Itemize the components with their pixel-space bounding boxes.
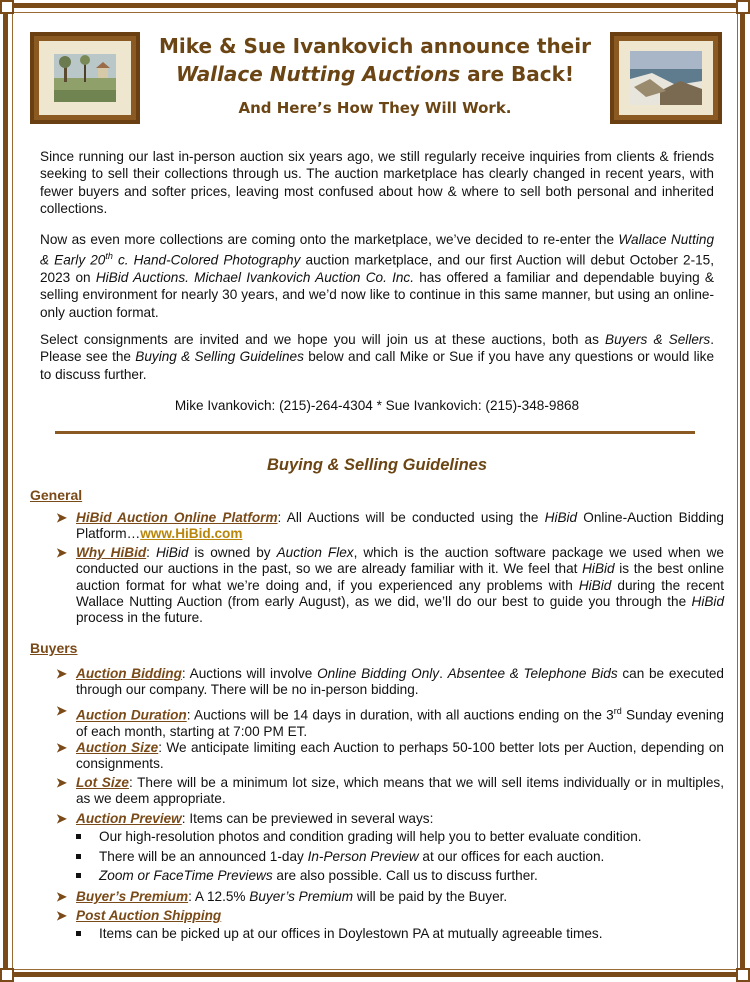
- intro-paragraph-2: Now as even more collections are coming onto the marketplace, we’ve decided to re-enter the Wallace Nutting & Early 20th c. Hand-Colored Photography auction marketplace, and our first Auction will debut October 2-15, 2023 on HiBid Auctions. Michael Ivankovich Auction Co. Inc. has offered a familiar and dependable buying & selling environment for nearly 30 years, and we’d now like to continue in this same manner, but using an online-only auction format.: [40, 232, 715, 320]
- list-item: ➤ HiBid Auction Online Platform: All Auctions will be conducted using the HiBid Online-Auction Bidding Platform…www.HiBid.com: [56, 510, 724, 542]
- square-bullet-icon: [76, 834, 81, 839]
- border-corner: [736, 0, 750, 14]
- hibid-link[interactable]: www.HiBid.com: [140, 526, 243, 542]
- arrow-bullet-icon: ➤: [56, 811, 67, 826]
- border-corner: [0, 968, 14, 982]
- item-label[interactable]: Lot Size: [76, 775, 129, 790]
- item-label[interactable]: Auction Size: [76, 740, 159, 755]
- arrow-bullet-icon: ➤: [56, 740, 67, 755]
- headline-rest: are Back!: [460, 62, 574, 86]
- headline-italic: Wallace Nutting Auctions: [175, 62, 461, 86]
- arrow-bullet-icon: ➤: [56, 666, 67, 681]
- square-bullet-icon: [76, 873, 81, 878]
- intro-paragraph-3: Select consignments are invited and we hope you will join us at these auctions, both as Buyers & Sellers. Please see the Buying & Selling Guidelines below and call Mike or Sue if you have any questions or would like to discuss further.: [40, 332, 715, 382]
- item-label[interactable]: Auction Bidding: [76, 666, 182, 681]
- item-label[interactable]: Why HiBid: [76, 545, 147, 560]
- list-item: ➤ Auction Size: We anticipate limiting each Auction to perhaps 50-100 better lots per Auction, depending on consignments.: [56, 740, 724, 772]
- sub-list-item: Our high-resolution photos and condition grading will help you to better evaluate condition.: [76, 829, 726, 845]
- list-item: ➤ Auction Duration: Auctions will be 14 days in duration, with all auctions ending on the 3rd Sunday evening of each month, starting at 7:00 PM ET.: [56, 703, 724, 739]
- list-item: ➤ Auction Bidding: Auctions will involve Online Bidding Only. Absentee & Telephone Bids can be executed through our company. There will be no in-person bidding.: [56, 666, 724, 698]
- section-heading-general: General: [30, 487, 83, 503]
- arrow-bullet-icon: ➤: [56, 545, 67, 560]
- item-label[interactable]: Auction Duration: [76, 707, 187, 723]
- sub-list-item: There will be an announced 1-day In-Person Preview at our offices for each auction.: [76, 849, 726, 865]
- list-item: ➤ Lot Size: There will be a minimum lot size, which means that we will sell items individually or in multiples, as we deem appropriate.: [56, 775, 724, 807]
- headline-line-2: [140, 62, 610, 86]
- item-label[interactable]: HiBid Auction Online Platform: [76, 510, 278, 525]
- item-label[interactable]: Post Auction Shipping: [76, 908, 222, 923]
- square-bullet-icon: [76, 931, 81, 936]
- item-label[interactable]: Auction Preview: [76, 811, 182, 826]
- border-corner: [0, 0, 14, 14]
- border-corner: [736, 968, 750, 982]
- square-bullet-icon: [76, 854, 81, 859]
- landscape-picture-right: [630, 51, 702, 105]
- arrow-bullet-icon: ➤: [56, 889, 67, 904]
- framed-picture-left: [30, 32, 140, 124]
- divider-rule: [55, 431, 695, 434]
- arrow-bullet-icon: ➤: [56, 703, 67, 718]
- contact-line: Mike Ivankovich: (215)-264-4304 * Sue Ivankovich: (215)-348-9868: [174, 398, 580, 413]
- section-heading-buyers: Buyers: [30, 640, 78, 656]
- arrow-bullet-icon: ➤: [56, 908, 67, 923]
- arrow-bullet-icon: ➤: [56, 775, 67, 790]
- sub-list-item: Items can be picked up at our offices in Doylestown PA at mutually agreeable times.: [76, 926, 726, 942]
- arrow-bullet-icon: ➤: [56, 510, 67, 525]
- list-item: ➤ Auction Preview: Items can be previewed in several ways:: [56, 811, 434, 826]
- framed-picture-right: [610, 32, 722, 124]
- guidelines-title: Buying & Selling Guidelines: [266, 456, 488, 474]
- list-item: ➤ Why HiBid: HiBid is owned by Auction Flex, which is the auction software package we used when we conducted our auctions in the past, so we are already familiar with it. We feel that HiBid is the best online auction format for what we’re doing and, if you experienced any problems with HiBid during the recent Wallace Nutting Auction (from early August), as we did, we’ll do our best to guide you through the HiBid process in the future.: [56, 545, 725, 626]
- landscape-picture-left: [54, 54, 116, 102]
- item-label[interactable]: Buyer’s Premium: [76, 889, 189, 904]
- headline-line-1: Mike & Sue Ivankovich announce their: [159, 34, 591, 58]
- headline-subtitle: And Here’s How They Will Work.: [238, 99, 512, 117]
- list-item: ➤ Buyer’s Premium: A 12.5% Buyer’s Premium will be paid by the Buyer.: [56, 889, 508, 904]
- sub-list-item: Zoom or FaceTime Previews are also possible. Call us to discuss further.: [76, 868, 726, 884]
- list-item: [56, 908, 724, 924]
- intro-paragraph-1: Since running our last in-person auction six years ago, we still regularly receive inquiries from clients & friends seeking to sell their collections through us. The auction marketplace has clearly changed in recent years, with fewer buyers and softer prices, leaving most confused about how & where to sell both personal and inherited collections.: [40, 149, 714, 216]
